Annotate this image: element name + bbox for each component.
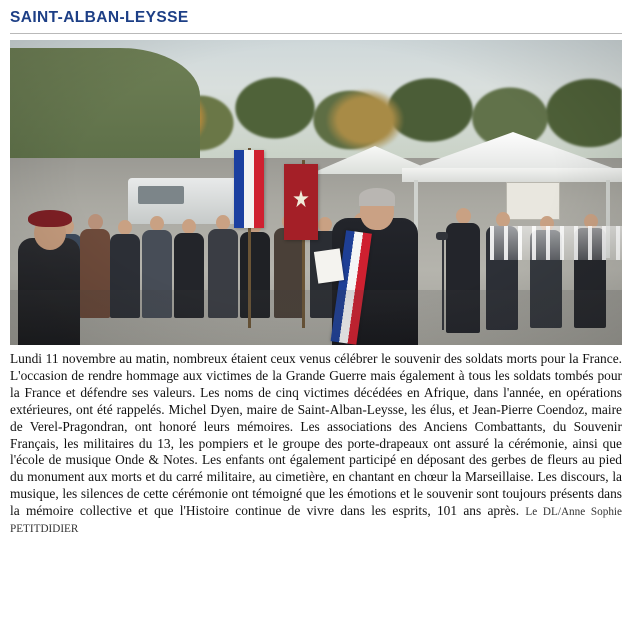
white-fence: [490, 226, 622, 260]
speaker-hair: [359, 188, 395, 206]
person-head: [118, 220, 132, 235]
photo-credit: Le DL/Anne Sophie PETITDIDIER: [10, 506, 622, 535]
person-head: [182, 219, 196, 234]
hillside: [10, 48, 200, 168]
information-board: [506, 182, 560, 220]
article-photo: [10, 40, 622, 345]
speech-paper: [314, 248, 344, 283]
person-head: [88, 214, 103, 230]
french-flag-icon: [234, 150, 264, 228]
person-head: [150, 216, 164, 231]
ground-shadow: [10, 290, 622, 345]
person-head: [216, 215, 230, 230]
microphone-icon: [436, 232, 448, 240]
marquee-tent-skirt: [402, 168, 622, 182]
title-divider: [10, 33, 622, 34]
page-title: SAINT-ALBAN-LEYSSE: [10, 9, 189, 26]
article-page: [0, 9, 630, 625]
beret-icon: [28, 210, 72, 227]
person-head: [496, 212, 510, 227]
article-body-text: Lundi 11 novembre au matin, nombreux étaient ceux venus célébrer le souvenir des soldats morts pour la France. L'occasion de rendre hommage aux victimes de la Grande Guerre mais également à tous les soldats tombés pour la France et défendre ses valeurs. Les noms de cinq victimes décédées en Afrique, dans l'année, en opérations extérieures, ont été rappelés. Michel Dyen, maire de Saint-Alban-Leysse, les élus, et Jean-Pierre Coendoz, maire de Verel-Pragondran, ont honoré leurs mémoires. Les associations des Anciens Combattants, du Souvenir Français, les militaires du 13, les pompiers et le groupe des porte-drapeaux ont assuré la cérémonie, ainsi que l'école de musique Onde & Notes. Les enfants ont également participé en déposant des gerbes de fleurs au pied du monument aux morts et du carré militaire, au cimetière, en chantant en chœur la Marseillaise. Les discours, la musique, les silences de cette cérémonie ont témoigné que les émotions et le souvenir sont toujours présents dans la mémoire collective et que l'Histoire continue de vivre dans les esprits, 101 ans après.: [10, 351, 622, 519]
person-head: [456, 208, 471, 224]
red-star-flag-icon: [284, 164, 318, 240]
photo-scene: [10, 40, 622, 345]
person-head: [318, 217, 332, 232]
article-body: [10, 351, 622, 537]
